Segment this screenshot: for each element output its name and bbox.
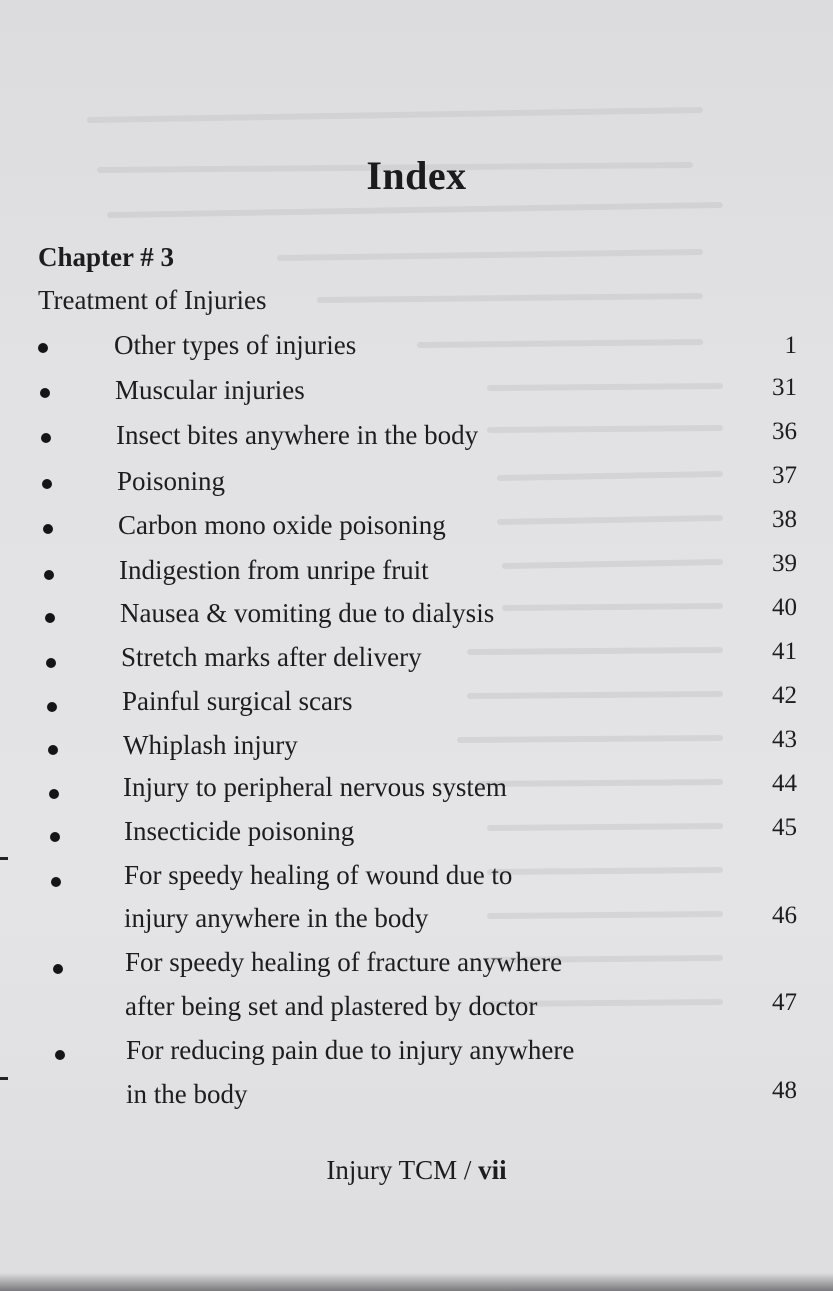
entry-page-number: 44 [772,770,797,797]
bullet-icon [53,964,63,974]
entry-title-continued: after being set and plastered by doctor [125,991,538,1021]
page-edge-mark [0,857,8,860]
entry-title: Stretch marks after delivery [121,642,422,672]
entry-title: Poisoning [117,466,226,496]
page-bottom-shadow [0,1273,833,1291]
entry-page-number: 39 [772,550,797,577]
entry-title-continued: in the body [126,1079,248,1109]
bullet-icon [55,1050,65,1060]
bullet-icon [49,789,59,799]
footer-page-numeral: vii [478,1155,507,1185]
bullet-icon [48,745,58,755]
page-footer [0,1155,833,1186]
chapter-heading: Chapter # 3 [38,242,175,272]
entry-title: Nausea & vomiting due to dialysis [120,598,495,628]
bullet-icon [42,479,52,489]
page-title: Index [366,153,467,198]
entry-title: Carbon mono oxide poisoning [118,510,446,540]
entry-page-number: 47 [772,989,797,1016]
entry-page-number: 48 [772,1077,797,1104]
entry-title: Painful surgical scars [122,686,353,716]
bullet-icon [38,343,48,353]
entry-page-number: 1 [784,332,797,359]
entry-title: Whiplash injury [123,730,298,760]
entry-title: Insecticide poisoning [124,816,355,846]
entry-title: For speedy healing of fracture anywhere [125,947,563,977]
entry-page-number: 40 [772,594,797,621]
entry-page-number: 46 [772,902,797,929]
bullet-icon [46,658,56,668]
bullet-icon [40,388,50,398]
bullet-icon [50,832,60,842]
entry-page-number: 31 [772,374,797,401]
entry-title: Muscular injuries [115,375,305,405]
entry-page-number: 38 [772,506,797,533]
bullet-icon [44,570,54,580]
entry-page-number: 43 [772,726,797,753]
entry-title: Other types of injuries [114,330,357,360]
entry-page-number: 36 [772,418,797,445]
footer-book-title: Injury TCM / [326,1155,479,1185]
entry-title: For reducing pain due to injury anywhere [126,1035,575,1065]
chapter-subtitle: Treatment of Injuries [38,285,267,315]
bullet-icon [45,613,55,623]
bullet-icon [47,702,57,712]
entry-title-continued: injury anywhere in the body [124,903,429,933]
entry-title: Indigestion from unripe fruit [119,555,429,585]
entry-title: Injury to peripheral nervous system [123,772,507,802]
entry-title: For speedy healing of wound due to [124,860,513,890]
entry-page-number: 41 [772,638,797,665]
entry-page-number: 42 [772,682,797,709]
entry-title: Insect bites anywhere in the body [116,420,479,450]
bullet-icon [51,877,61,887]
entry-page-number: 37 [772,462,797,489]
page-edge-mark [0,1077,8,1080]
bullet-icon [43,524,53,534]
bullet-icon [41,433,51,443]
entry-page-number: 45 [772,814,797,841]
